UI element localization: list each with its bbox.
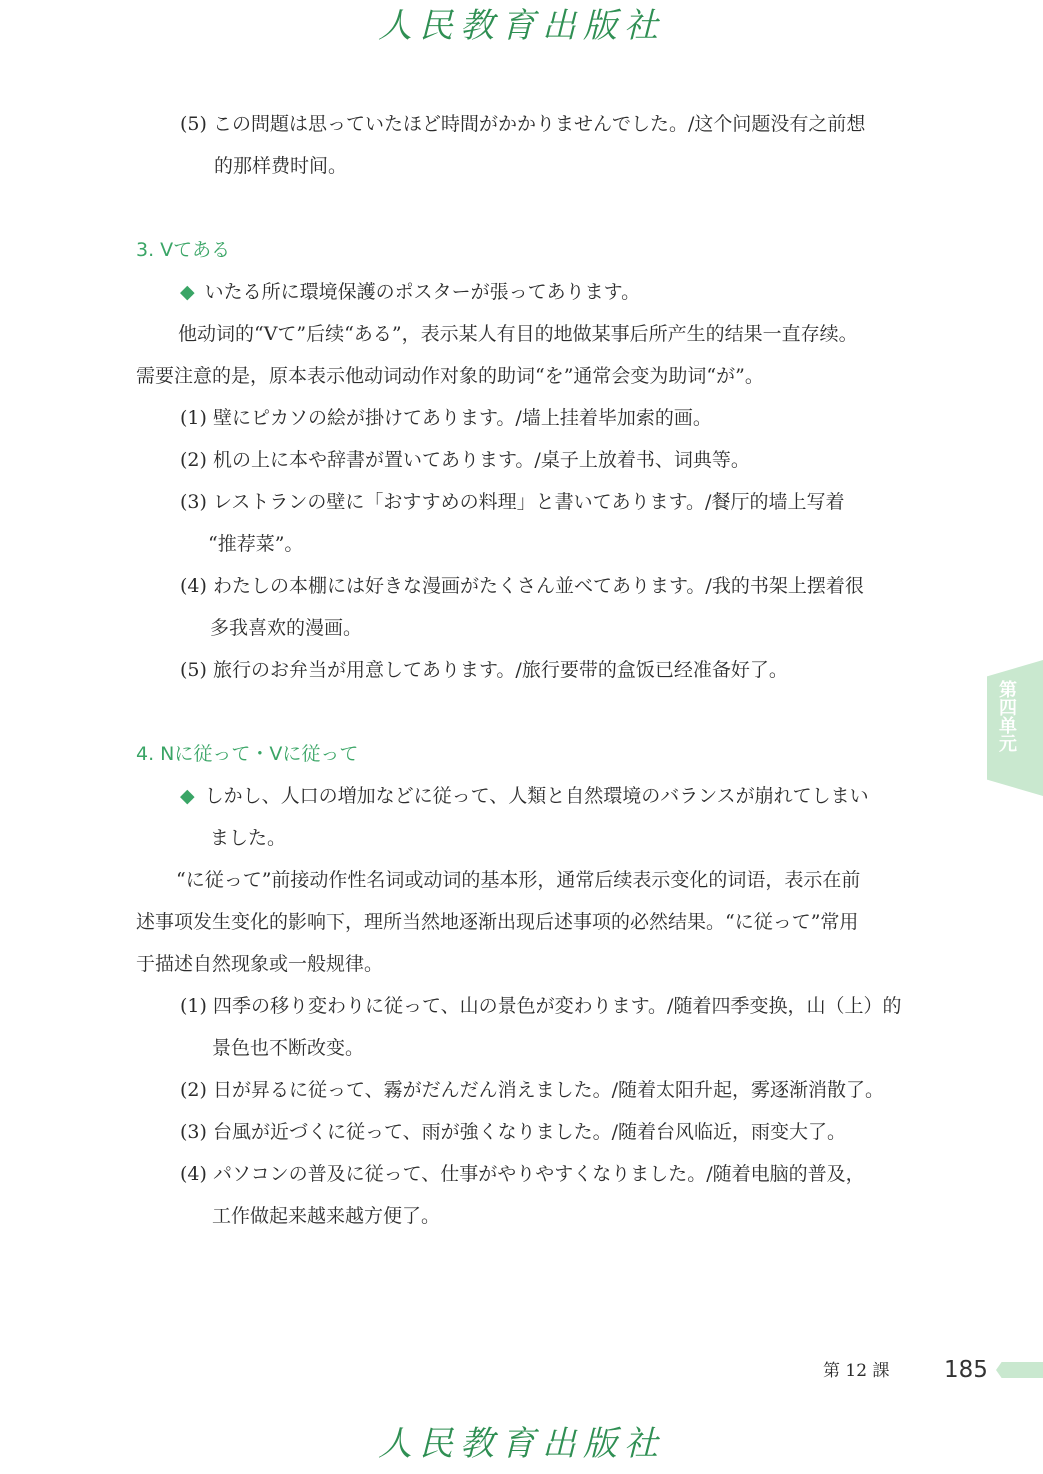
- section-3-example-1: (1) 壁にピカソの絵が掛けてあります。/墙上挂着毕加索的画。: [180, 407, 712, 429]
- section-3-example-5: (5) 旅行のお弁当が用意してあります。/旅行要带的盒饭已经准备好了。: [180, 659, 788, 681]
- section-4-key-example-line1: [180, 783, 869, 809]
- footer-accent-bar: [996, 1362, 1043, 1378]
- section-4-example-4-line1: (4) パソコンの普及に従って、仕事がやりやすくなりました。/随着电脑的普及，: [180, 1163, 865, 1185]
- section-3-example-3-line1: (3) レストランの壁に「おすすめの料理」と書いてあります。/餐厅的墙上写着: [180, 491, 845, 513]
- lesson-label: 第 12 課: [823, 1361, 890, 1381]
- section-3-example-4-line1: (4) わたしの本棚には好きな漫画がたくさん並べてあります。/我的书架上摆着很: [180, 575, 864, 597]
- diamond-bullet-icon: ◆: [180, 281, 195, 303]
- page-number: 185: [944, 1357, 988, 1383]
- section-3-example-3-line2: “推荐菜”。: [208, 533, 304, 555]
- unit-side-tab-label: 第四单元: [996, 680, 1017, 752]
- section-4-example-2: (2) 日が昇るに従って、霧がだんだん消えました。/随着太阳升起，雾逐渐消散了。: [180, 1079, 884, 1101]
- section-4-explanation-line3: 于描述自然现象或一般规律。: [136, 953, 384, 975]
- s2-example-5-line1: (5) この問題は思っていたほど時間がかかりませんでした。/这个问题没有之前想: [180, 113, 866, 135]
- section-3-example-2: (2) 机の上に本や辞書が置いてあります。/桌子上放着书、词典等。: [180, 449, 750, 471]
- section-4-example-1-line1: (1) 四季の移り変わりに従って、山の景色が変わります。/随着四季变换，山（上）的: [180, 995, 902, 1017]
- section-4-example-4-line2: 工作做起来越来越方便了。: [212, 1205, 441, 1227]
- section-4-key-example-line2: ました。: [210, 827, 287, 849]
- s2-example-5-line2: 的那样费时间。: [214, 155, 348, 177]
- section-4-explanation-line1: “に従って”前接动作性名词或动词的基本形，通常后续表示变化的词语，表示在前: [176, 869, 861, 891]
- key-example-text: しかし、人口の増加などに従って、人類と自然環境のバランスが崩れてしまい: [204, 785, 869, 807]
- section-4-heading: 4. Nに従って・Vに従って: [136, 743, 359, 765]
- section-4-example-3: (3) 台風が近づくに従って、雨が強くなりました。/随着台风临近，雨变大了。: [180, 1121, 846, 1143]
- section-3-explanation-line1: 他动词的“Vて”后续“ある”，表示某人有目的地做某事后所产生的结果一直存续。: [178, 323, 858, 345]
- key-example-text: いたる所に環境保護のポスターが張ってあります。: [204, 281, 641, 303]
- publisher-logo-bottom: 人民教育出版社: [378, 1424, 665, 1464]
- section-3-example-4-line2: 多我喜欢的漫画。: [210, 617, 363, 639]
- section-4-example-1-line2: 景色也不断改变。: [212, 1037, 365, 1059]
- section-3-heading: 3. Vてある: [136, 239, 231, 261]
- publisher-logo-top: 人民教育出版社: [378, 6, 665, 46]
- section-3-key-example: [180, 279, 640, 305]
- diamond-bullet-icon: ◆: [180, 785, 195, 807]
- section-3-explanation-line2: 需要注意的是，原本表示他动词动作对象的助词“を”通常会变为助词“が”。: [136, 365, 764, 387]
- section-4-explanation-line2: 述事项发生变化的影响下，理所当然地逐渐出现后述事项的必然结果。“に従って”常用: [136, 911, 859, 933]
